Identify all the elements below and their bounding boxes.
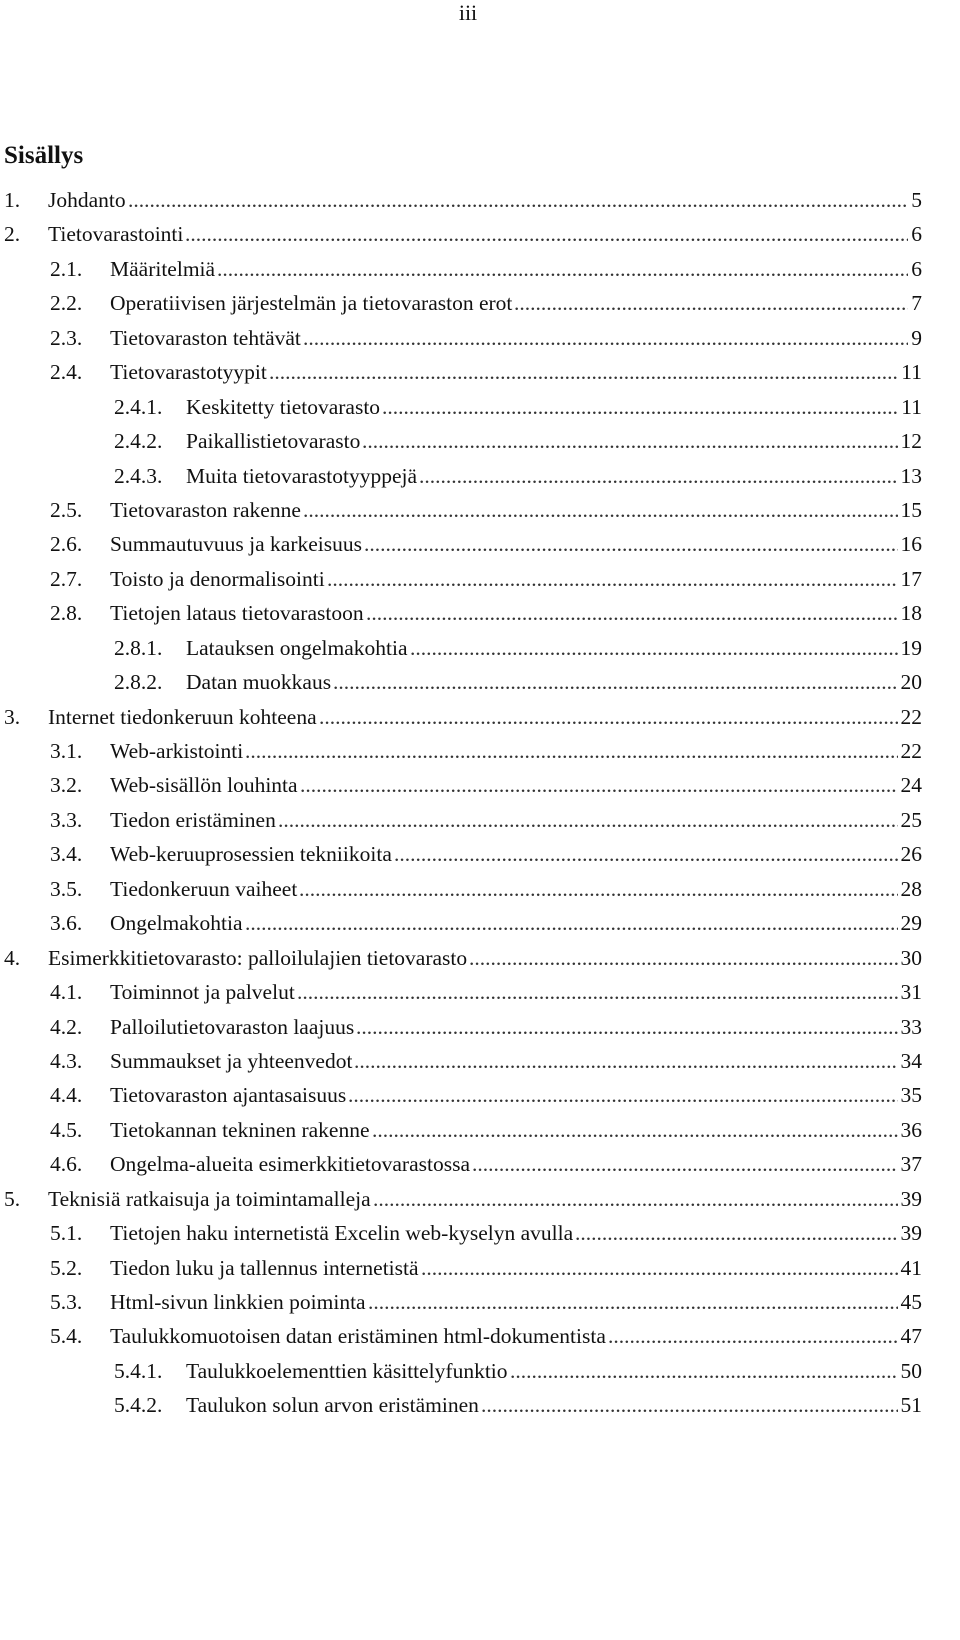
- toc-entry-title: Tietovarastotyypit: [110, 360, 267, 385]
- toc-entry-title: Toisto ja denormalisointi: [110, 566, 325, 591]
- toc-entry-page: 22: [899, 734, 923, 768]
- toc-entry-page: 5: [909, 183, 922, 217]
- dot-leader: [299, 872, 898, 906]
- toc-entry-page: 6: [909, 217, 922, 251]
- toc-entry-title: Summautuvuus ja karkeisuus: [110, 532, 363, 557]
- toc-entry-title: Palloilutietovaraston laajuus: [110, 1014, 355, 1039]
- toc-entry-title: Operatiivisen järjestelmän ja tietovaraston erot: [110, 291, 513, 316]
- toc-entry-title: Tietojen haku internetistä Excelin web-kyselyn avulla: [110, 1221, 574, 1246]
- toc-entry-title: Datan muokkaus: [186, 670, 332, 695]
- toc-entry-page: 50: [899, 1354, 923, 1388]
- toc-entry[interactable]: [0, 941, 922, 975]
- toc-entry-number: 3.2.: [50, 773, 83, 798]
- toc-entry-page: 41: [899, 1251, 923, 1285]
- toc-entry-title: Taulukkomuotoisen datan eristäminen html-dokumentista: [110, 1324, 606, 1349]
- toc-entry-number: 2.2.: [50, 291, 83, 316]
- toc-entry[interactable]: [0, 975, 922, 1009]
- toc-entry-title: Ongelma-alueita esimerkkitietovarastossa: [110, 1152, 470, 1177]
- toc-entry-title: Summaukset ja yhteenvedot: [110, 1048, 353, 1073]
- dot-leader: [303, 321, 908, 355]
- toc-entry-page: 25: [899, 803, 923, 837]
- dot-leader: [419, 459, 898, 493]
- dot-leader: [333, 665, 898, 699]
- dot-leader: [514, 286, 908, 320]
- toc-entry-title: Tietovaraston rakenne: [110, 497, 301, 522]
- toc-entry-number: 2.7.: [50, 566, 83, 591]
- toc-entry[interactable]: [0, 872, 922, 906]
- toc-entry-number: 4.3.: [50, 1048, 83, 1073]
- toc-title: Sisällys: [4, 142, 84, 169]
- dot-leader: [300, 768, 898, 802]
- toc-entry[interactable]: [0, 1388, 922, 1422]
- toc-entry[interactable]: [0, 700, 922, 734]
- toc-entry-page: 24: [899, 768, 923, 802]
- toc-entry-page: 47: [899, 1319, 923, 1353]
- toc-entry-number: 4.6.: [50, 1152, 83, 1177]
- toc-entry-page: 45: [899, 1285, 923, 1319]
- dot-leader: [356, 1010, 898, 1044]
- toc-entry-page: 39: [899, 1182, 923, 1216]
- toc-entry-number: 2.4.3.: [114, 463, 163, 488]
- toc-entry-page: 30: [899, 941, 923, 975]
- toc-entry[interactable]: [0, 1251, 922, 1285]
- toc-entry-number: 2.: [4, 222, 21, 247]
- toc-entry-page: 31: [899, 975, 923, 1009]
- dot-leader: [382, 390, 898, 424]
- toc-entry[interactable]: [0, 631, 922, 665]
- dot-leader: [245, 906, 898, 940]
- dot-leader: [297, 975, 898, 1009]
- toc-entry-page: 11: [899, 390, 922, 424]
- toc-entry-title: Html-sivun linkkien poiminta: [110, 1290, 366, 1314]
- dot-leader: [245, 734, 898, 768]
- dot-leader: [366, 596, 898, 630]
- dot-leader: [410, 631, 898, 665]
- toc-entry-title: Tietokannan tekninen rakenne: [110, 1117, 370, 1142]
- dot-leader: [394, 837, 898, 871]
- toc-entry-number: 4.5.: [50, 1117, 83, 1142]
- toc-entry-title: Paikallistietovarasto: [186, 429, 361, 454]
- toc-entry[interactable]: [0, 1216, 922, 1250]
- toc-entry-title: Keskitetty tietovarasto: [186, 394, 381, 419]
- toc-entry-page: 17: [899, 562, 923, 596]
- toc-entry[interactable]: [0, 803, 922, 837]
- toc-entry[interactable]: [0, 734, 922, 768]
- toc-entry-number: 2.6.: [50, 532, 83, 557]
- toc-entry-number: 3.1.: [50, 739, 83, 763]
- dot-leader: [217, 252, 908, 286]
- toc-entry-page: 29: [899, 906, 923, 940]
- toc-entry-title: Taulukkoelementtien käsittelyfunktio: [186, 1358, 508, 1383]
- toc-entry-page: 35: [899, 1078, 923, 1112]
- toc-entry[interactable]: [0, 562, 922, 596]
- toc-entry-page: 34: [899, 1044, 923, 1078]
- toc-entry-number: 5.4.1.: [114, 1358, 163, 1383]
- toc-entry-page: 18: [899, 596, 923, 630]
- toc-entry-title: Latauksen ongelmakohtia: [186, 635, 408, 660]
- toc-entry[interactable]: [0, 459, 922, 493]
- toc-entry-page: 28: [899, 872, 923, 906]
- dot-leader: [364, 527, 898, 561]
- dot-leader: [372, 1113, 898, 1147]
- toc-entry[interactable]: [0, 390, 922, 424]
- toc-entry-title: Tiedon luku ja tallennus internetistä: [110, 1255, 419, 1280]
- toc-entry-page: 19: [899, 631, 923, 665]
- dot-leader: [128, 183, 908, 217]
- toc-entry-number: 3.: [4, 704, 21, 729]
- dot-leader: [319, 700, 898, 734]
- dot-leader: [373, 1182, 898, 1216]
- toc-entry[interactable]: [0, 906, 922, 940]
- toc-entry-title: Tiedon eristäminen: [110, 807, 276, 832]
- toc-entry-title: Taulukon solun arvon eristäminen: [186, 1393, 479, 1418]
- toc-entry[interactable]: [0, 1147, 922, 1181]
- dot-leader: [362, 424, 898, 458]
- toc-entry-title: Tietovaraston ajantasaisuus: [110, 1083, 347, 1108]
- toc-entry-page: 20: [899, 665, 923, 699]
- toc-entry-page: 16: [899, 527, 923, 561]
- toc-entry-number: 2.4.1.: [114, 394, 163, 419]
- toc-entry-number: 3.5.: [50, 876, 83, 901]
- toc-entry[interactable]: [0, 217, 922, 251]
- toc-entry-title: Teknisiä ratkaisuja ja toimintamalleja: [48, 1186, 371, 1211]
- toc-entry[interactable]: [0, 183, 922, 217]
- toc-entry-title: Internet tiedonkeruun kohteena: [48, 704, 317, 729]
- toc-entry-number: 4.4.: [50, 1083, 83, 1108]
- dot-leader: [469, 941, 898, 975]
- toc-entry-number: 2.5.: [50, 497, 83, 522]
- toc-entry[interactable]: [0, 493, 922, 527]
- dot-leader: [185, 217, 908, 251]
- toc-entry[interactable]: [0, 321, 922, 355]
- toc-entry-page: 12: [899, 424, 923, 458]
- dot-leader: [303, 493, 898, 527]
- toc-entry-number: 2.8.2.: [114, 670, 163, 695]
- toc-entry[interactable]: [0, 1182, 922, 1216]
- toc-entry-title: Toiminnot ja palvelut: [110, 980, 295, 1005]
- toc-entry-page: 33: [899, 1010, 923, 1044]
- toc-entry-number: 5.: [4, 1186, 21, 1211]
- toc-entry-title: Tiedonkeruun vaiheet: [110, 876, 298, 901]
- toc-entry[interactable]: [0, 1319, 922, 1353]
- dot-leader: [481, 1388, 898, 1422]
- dot-leader: [327, 562, 898, 596]
- toc-entry-number: 5.2.: [50, 1255, 83, 1280]
- toc-entry-number: 3.4.: [50, 842, 83, 867]
- toc-entry[interactable]: [0, 768, 922, 802]
- toc-entry-page: 26: [899, 837, 923, 871]
- toc-entry-page: 51: [899, 1388, 923, 1422]
- toc-entry-page: 6: [909, 252, 922, 286]
- dot-leader: [510, 1354, 898, 1388]
- toc-entry-title: Web-keruuprosessien tekniikoita: [110, 842, 392, 867]
- toc-entry-number: 2.4.: [50, 360, 83, 385]
- toc-entry-number: 2.3.: [50, 325, 83, 350]
- toc-entry-page: 7: [909, 286, 922, 320]
- toc-entry-title: Ongelmakohtia: [110, 911, 243, 936]
- dot-leader: [575, 1216, 898, 1250]
- toc-entry[interactable]: [0, 1113, 922, 1147]
- toc-entry[interactable]: [0, 1285, 922, 1319]
- dot-leader: [421, 1251, 898, 1285]
- toc-entry-number: 5.1.: [50, 1221, 83, 1246]
- toc-entry-number: 2.1.: [50, 256, 83, 281]
- toc-entry[interactable]: [0, 665, 922, 699]
- table-of-contents: [0, 183, 922, 1423]
- page-number: iii: [458, 0, 478, 25]
- dot-leader: [278, 803, 898, 837]
- toc-entry-number: 2.8.1.: [114, 635, 163, 660]
- toc-entry-title: Tietojen lataus tietovarastoon: [110, 601, 364, 626]
- toc-entry-title: Tietovaraston tehtävät: [110, 325, 301, 350]
- toc-entry-number: 2.4.2.: [114, 429, 163, 454]
- toc-entry[interactable]: [0, 424, 922, 458]
- toc-entry-title: Määritelmiä: [110, 256, 216, 281]
- dot-leader: [368, 1285, 898, 1319]
- toc-entry[interactable]: [0, 1044, 922, 1078]
- toc-entry-number: 4.: [4, 945, 21, 970]
- dot-leader: [472, 1147, 898, 1181]
- toc-entry[interactable]: [0, 355, 922, 389]
- toc-entry-number: 3.3.: [50, 807, 83, 832]
- toc-entry-page: 11: [899, 355, 922, 389]
- toc-entry-page: 39: [899, 1216, 923, 1250]
- toc-entry-number: 5.4.: [50, 1324, 83, 1349]
- toc-entry-number: 5.4.2.: [114, 1393, 163, 1418]
- toc-entry-number: 5.3.: [50, 1290, 83, 1314]
- toc-entry-number: 1.: [4, 188, 21, 212]
- toc-entry-title: Tietovarastointi: [48, 222, 184, 247]
- toc-entry-page: 15: [899, 493, 923, 527]
- dot-leader: [348, 1078, 898, 1112]
- toc-entry-page: 36: [899, 1113, 923, 1147]
- toc-entry-number: 3.6.: [50, 911, 83, 936]
- toc-entry-title: Web-arkistointi: [110, 739, 244, 763]
- toc-entry[interactable]: [0, 1078, 922, 1112]
- toc-entry[interactable]: [0, 252, 922, 286]
- toc-entry-title: Esimerkkitietovarasto: palloilulajien tietovarasto: [48, 945, 468, 970]
- toc-entry-page: 13: [899, 459, 923, 493]
- toc-entry-number: 4.1.: [50, 980, 83, 1005]
- toc-entry-page: 37: [899, 1147, 923, 1181]
- toc-entry-title: Johdanto: [48, 188, 126, 212]
- toc-entry-title: Web-sisällön louhinta: [110, 773, 298, 798]
- dot-leader: [269, 355, 898, 389]
- toc-entry[interactable]: [0, 527, 922, 561]
- toc-entry-page: 9: [909, 321, 922, 355]
- toc-entry-number: 4.2.: [50, 1014, 83, 1039]
- toc-entry[interactable]: [0, 1354, 922, 1388]
- toc-entry-title: Muita tietovarastotyyppejä: [186, 463, 418, 488]
- dot-leader: [354, 1044, 898, 1078]
- toc-entry-page: 22: [899, 700, 923, 734]
- toc-entry[interactable]: [0, 837, 922, 871]
- toc-entry[interactable]: [0, 286, 922, 320]
- toc-entry[interactable]: [0, 596, 922, 630]
- toc-entry-number: 2.8.: [50, 601, 83, 626]
- toc-entry[interactable]: [0, 1010, 922, 1044]
- dot-leader: [608, 1319, 898, 1353]
